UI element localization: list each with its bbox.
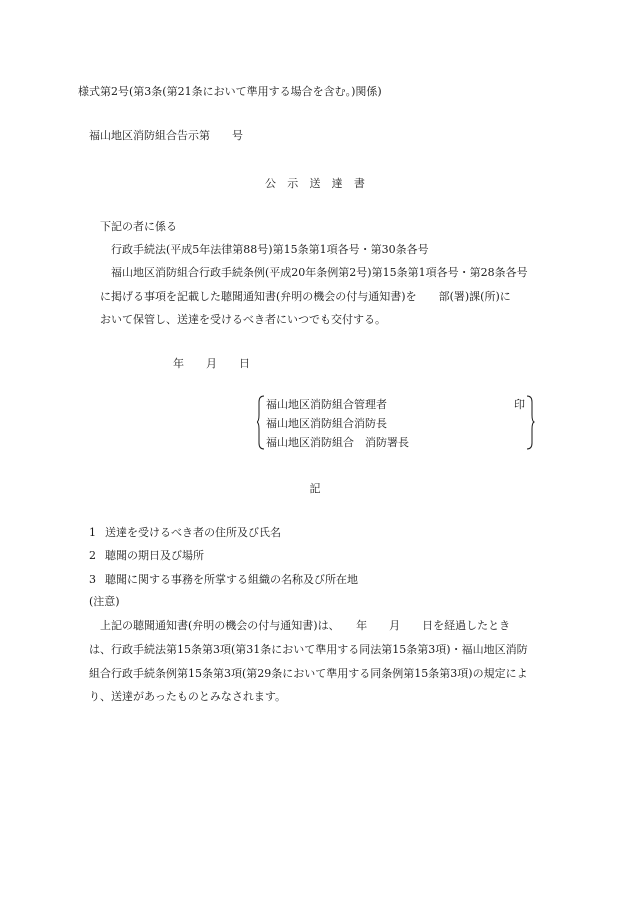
signatory-block [257,395,535,449]
signatory-fire-chief: 福山地区消防組合消防長 [266,417,387,430]
body-line-1: 下記の者に係る [100,220,177,233]
item-number: 2 [89,549,96,562]
item-text: 聴聞の期日及び場所 [105,549,204,562]
notice-number: 福山地区消防組合告示第 号 [89,129,243,142]
item-text: 聴聞に関する事務を所掌する組織の名称及び所在地 [105,573,358,586]
body-line-4: に掲げる事項を記載した聴聞通知書(弁明の機会の付与通知書)を 部(署)課(所)に [100,290,511,303]
item-number: 3 [89,573,96,586]
body-line-5: おいて保管し、送達を受けるべき者にいつでも交付する。 [100,313,386,326]
document-title: 公 示 送 達 書 [265,177,365,190]
note-heading: (注意) [89,595,120,608]
item-text: 送達を受けるべき者の住所及び氏名 [105,526,281,539]
seal-mark: 印 [514,398,525,411]
note-line-3: 組合行政手続条例第15条第3項(第29条において準用する同条例第15条第3項)の規定によ [89,667,528,680]
note-line-1: 上記の聴聞通知書(弁明の機会の付与通知書)は、 年 月 日を経過したとき [100,619,511,632]
body-line-3: 福山地区消防組合行政手続条例(平成20年条例第2号)第15条第1項各号・第28条各号 [111,266,528,279]
item-number: 1 [89,526,96,539]
form-number: 様式第2号(第3条(第21条において準用する場合を含む。)関係) [78,85,382,98]
list-item [89,573,358,587]
note-line-4: り、送達があったものとみなされます。 [89,690,287,703]
list-item [89,526,281,540]
signatory-station-chief: 福山地区消防組合 消防署長 [266,436,409,449]
note-line-2: は、行政手続法第15条第3項(第31条において準用する同法第15条第3項)・福山地区消防 [89,643,528,656]
date-line: 年 月 日 [173,357,250,370]
ki-heading: 記 [309,482,321,495]
signatory-manager: 福山地区消防組合管理者 [266,398,387,411]
body-line-2: 行政手続法(平成5年法律第88号)第15条第1項各号・第30条各号 [111,243,429,256]
list-item [89,549,204,563]
